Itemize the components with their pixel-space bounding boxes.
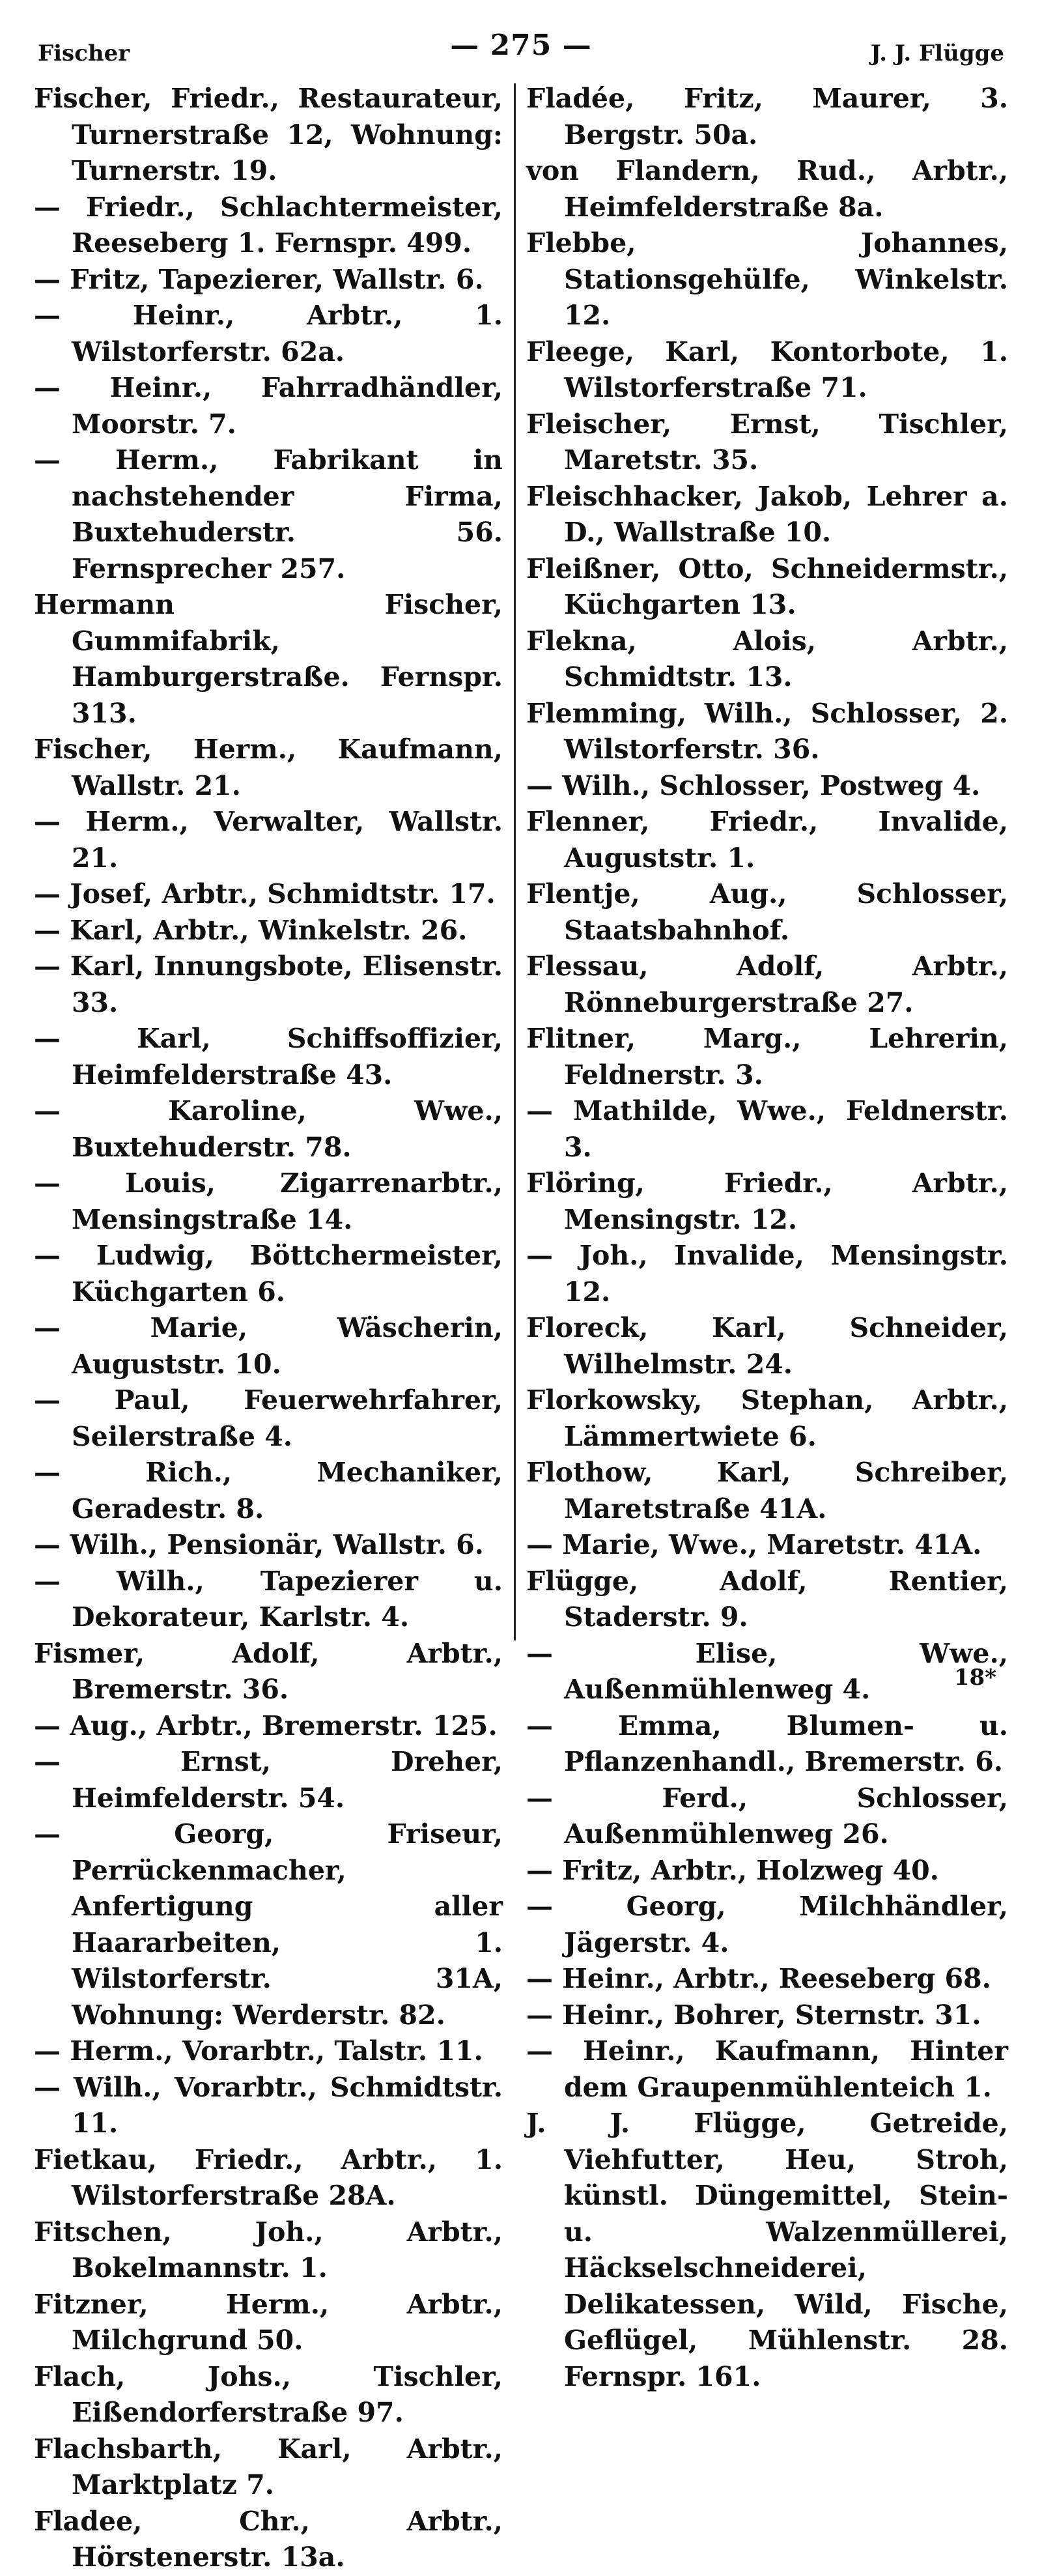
directory-entry: Flekna, Alois, Arbtr., Schmidtstr. 13. [526,625,1008,693]
directory-entry: Fitschen, Joh., Arbtr., Bokelmannstr. 1. [34,2216,503,2283]
directory-entry: Flessau, Adolf, Arbtr., Rönneburgerstraße 27. [526,951,1008,1018]
directory-entry: — Elise, Wwe., Außenmühlenweg 4. [526,1637,1008,1705]
directory-entry: — Ferd., Schlosser, Außenmühlenweg 26. [526,1782,1008,1850]
directory-entry: — Fritz, Arbtr., Holzweg 40. [526,1854,939,1886]
directory-entry: Flach, Johs., Tischler, Eißendorferstraße 97. [34,2360,503,2428]
directory-entry: — Heinr., Fahrradhändler, Moorstr. 7. [34,372,503,440]
directory-entry: — Marie, Wäscherin, Auguststr. 10. [34,1312,503,1380]
directory-entry: Flebbe, Johannes, Stationsgehülfe, Winkelstr. 12. [526,227,1008,331]
directory-entry: — Aug., Arbtr., Bremerstr. 125. [34,1710,498,1741]
directory-entry: Fischer, Friedr., Restaurateur, Turnerstraße 12, Wohnung: Turnerstr. 19. [34,83,503,186]
directory-entry: Fleißner, Otto, Schneidermstr., Küchgarten 13. [526,552,1008,620]
directory-entry: Fitzner, Herm., Arbtr., Milchgrund 50. [34,2288,503,2356]
directory-entry: — Wilh., Tapezierer u. Dekorateur, Karlstr. 4. [34,1565,503,1633]
directory-entry: Hermann Fischer, Gummifabrik, Hamburgerstraße. Fernspr. 313. [34,589,503,729]
directory-entry: Fleischer, Ernst, Tischler, Maretstr. 35. [526,408,1008,476]
directory-entry: Fleischhacker, Jakob, Lehrer a. D., Wallstraße 10. [526,480,1008,548]
directory-entry: von Flandern, Rud., Arbtr., Heimfelderstraße 8a. [526,155,1008,223]
directory-entry: Fleege, Karl, Kontorbote, 1. Wilstorferstraße 71. [526,336,1008,403]
directory-entry: — Heinr., Bohrer, Sternstr. 31. [526,1999,981,2031]
directory-entry: — Heinr., Arbtr., 1. Wilstorferstr. 62a. [34,300,503,367]
page-number: — 275 — [450,29,592,62]
directory-entry: Flügge, Adolf, Rentier, Staderstr. 9. [526,1565,1008,1633]
directory-entry: — Herm., Fabrikant in nachstehender Firma, Buxtehuderstr. 56. Fernsprecher 257. [34,444,503,584]
directory-entry: Flothow, Karl, Schreiber, Maretstraße 41A. [526,1457,1008,1524]
directory-entry: — Herm., Vorarbtr., Talstr. 11. [34,2035,483,2067]
directory-entry: — Heinr., Kaufmann, Hinter dem Graupenmühlenteich 1. [526,2035,1008,2103]
right-column [526,81,1008,2395]
directory-entry: — Georg, Milchhändler, Jägerstr. 4. [526,1891,1008,1958]
directory-entry: — Rich., Mechaniker, Geradestr. 8. [34,1457,503,1524]
directory-entry: Florkowsky, Stephan, Arbtr., Lämmertwiete 6. [526,1384,1008,1452]
directory-entry: Fladée, Fritz, Maurer, 3. Bergstr. 50a. [526,83,1008,150]
directory-entry: Flitner, Marg., Lehrerin, Feldnerstr. 3. [526,1023,1008,1091]
directory-entry: — Josef, Arbtr., Schmidtstr. 17. [34,878,496,909]
directory-entry: — Paul, Feuerwehrfahrer, Seilerstraße 4. [34,1384,503,1452]
directory-entry: — Karl, Arbtr., Winkelstr. 26. [34,914,468,946]
directory-entry: — Karl, Schiffsoffizier, Heimfelderstraße 43. [34,1023,503,1091]
running-head-right: J. J. Flügge [870,40,1004,66]
directory-entry: J. J. Flügge, Getreide, Viehfutter, Heu, Stroh, künstl. Düngemittel, Stein- u. Walzenmüllerei, Häckselschneiderei, Delikatessen, Wild, Fische, Geflügel, Mühlenstr. 28. Fernspr. 161. [526,2108,1008,2392]
directory-entry: — Wilh., Pensionär, Wallstr. 6. [34,1529,484,1560]
directory-entry: Flemming, Wilh., Schlosser, 2. Wilstorferstr. 36. [526,697,1008,765]
directory-entry: — Wilh., Vorarbtr., Schmidtstr. 11. [34,2071,503,2139]
directory-entry: Floreck, Karl, Schneider, Wilhelmstr. 24. [526,1312,1008,1380]
directory-entry: Fietkau, Friedr., Arbtr., 1. Wilstorferstraße 28A. [34,2143,503,2211]
directory-entry: — Karl, Innungsbote, Elisenstr. 33. [34,951,503,1018]
directory-entry: — Friedr., Schlachtermeister, Reeseberg 1. Fernspr. 499. [34,191,503,259]
directory-entry: Flentje, Aug., Schlosser, Staatsbahnhof. [526,878,1008,946]
running-head-left: Fischer [38,40,130,66]
directory-entry: Fladee, Chr., Arbtr., Hörstenerstr. 13a. [34,2505,503,2573]
directory-entry: — Mathilde, Wwe., Feldnerstr. 3. [526,1095,1008,1163]
directory-entry: — Wilh., Schlosser, Postweg 4. [526,769,981,801]
signature-mark: 18* [953,1665,996,1691]
directory-entry: Fischer, Herm., Kaufmann, Wallstr. 21. [34,734,503,801]
directory-entry: — Fritz, Tapezierer, Wallstr. 6. [34,263,484,295]
directory-entry: — Emma, Blumen- u. Pflanzenhandl., Bremerstr. 6. [526,1710,1008,1777]
directory-entry: Flöring, Friedr., Arbtr., Mensingstr. 12. [526,1167,1008,1235]
directory-entry: — Heinr., Arbtr., Reeseberg 68. [526,1963,991,1994]
directory-entry: — Karoline, Wwe., Buxtehuderstr. 78. [34,1095,503,1163]
directory-entry: Flenner, Friedr., Invalide, Auguststr. 1. [526,806,1008,874]
left-column [34,81,503,2576]
directory-entry: — Ernst, Dreher, Heimfelderstr. 54. [34,1746,503,1814]
directory-entry: — Louis, Zigarrenarbtr., Mensingstraße 14. [34,1167,503,1235]
directory-entry: — Marie, Wwe., Maretstr. 41A. [526,1529,982,1560]
directory-entry: Fismer, Adolf, Arbtr., Bremerstr. 36. [34,1637,503,1705]
directory-entry: — Ludwig, Böttchermeister, Küchgarten 6. [34,1240,503,1308]
directory-entry: — Joh., Invalide, Mensingstr. 12. [526,1240,1008,1308]
directory-entry: Flachsbarth, Karl, Arbtr., Marktplatz 7. [34,2433,503,2500]
running-head [38,17,1004,69]
directory-entry: — Herm., Verwalter, Wallstr. 21. [34,806,503,874]
column-rule [514,83,516,1640]
directory-entry: — Georg, Friseur, Perrückenmacher, Anfertigung aller Haararbeiten, 1. Wilstorferstr. 31A, Wohnung: Werderstr. 82. [34,1818,503,2031]
